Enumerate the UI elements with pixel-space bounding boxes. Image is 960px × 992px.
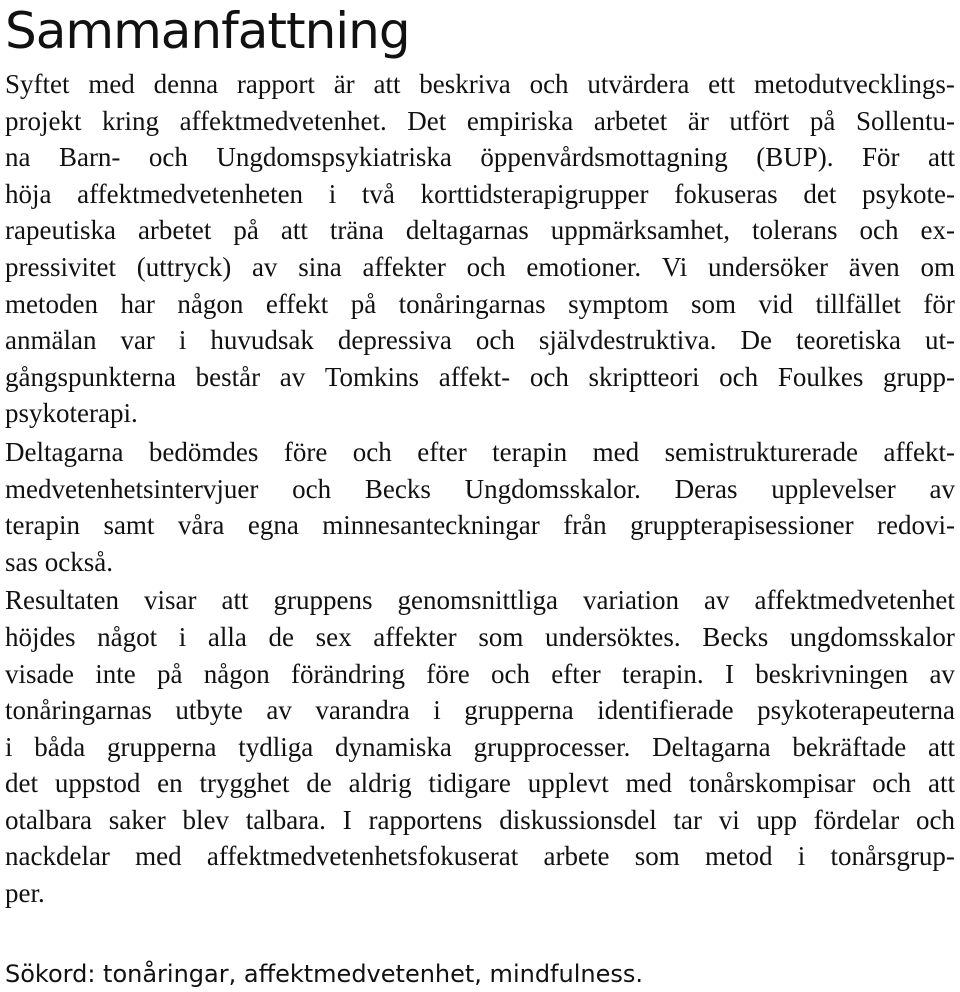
text-line: medvetenhetsintervjuer och Becks Ungdomsskalor. Deras upplevelser av [5, 473, 955, 504]
text-line: rapeutiska arbetet på att träna deltagarnas uppmärksamhet, tolerans och ex- [5, 215, 955, 246]
summary-body [5, 66, 955, 912]
text-line: na Barn- och Ungdomspsykiatriska öppenvårdsmottagning (BUP). För att [5, 142, 955, 173]
text-line: terapin samt våra egna minnesanteckningar från gruppterapisessioner redovi- [5, 510, 955, 541]
paragraph [5, 434, 955, 580]
page-title: Sammanfattning [5, 2, 410, 60]
text-line: gångspunkterna består av Tomkins affekt- och skriptteori och Foulkes grupp- [5, 361, 955, 392]
text-line: pressivitet (uttryck) av sina affekter och emotioner. Vi undersöker även om [5, 251, 955, 282]
text-line: tonåringarnas utbyte av varandra i grupperna identifierade psykoterapeuterna [5, 695, 955, 726]
paragraph [5, 582, 955, 911]
text-line: otalbara saker blev talbara. I rapportens diskussionsdel tar vi upp fördelar och [5, 804, 955, 835]
text-line: Resultaten visar att gruppens genomsnittliga variation av affektmedvetenhet [5, 585, 955, 616]
paragraph [5, 66, 955, 432]
text-line: höja affektmedvetenheten i två korttidsterapigrupper fokuseras det psykote- [5, 178, 955, 209]
text-line: sas också. [5, 546, 113, 577]
text-line: Syftet med denna rapport är att beskriva och utvärdera ett metodutvecklings- [5, 69, 955, 99]
document-page [5, 0, 955, 912]
text-line: visade inte på någon förändring före och efter terapin. I beskrivningen av [5, 658, 955, 689]
text-line: höjdes något i alla de sex affekter som undersöktes. Becks ungdomsskalor [5, 621, 955, 652]
text-line: i båda grupperna tydliga dynamiska grupprocesser. Deltagarna bekräftade att [5, 731, 955, 762]
keywords-line: Sökord: tonåringar, affektmedvetenhet, mindfulness. [5, 960, 643, 988]
text-line: psykoterapi. [5, 398, 138, 429]
text-line: Deltagarna bedömdes före och efter terapin med semistrukturerade affekt- [5, 436, 955, 467]
text-line: anmälan var i huvudsak depressiva och självdestruktiva. De teoretiska ut- [5, 325, 955, 356]
text-line: per. [5, 878, 45, 909]
text-line: nackdelar med affektmedvetenhetsfokuserat arbete som metod i tonårsgrup- [5, 841, 955, 872]
text-line: det uppstod en trygghet de aldrig tidigare upplevt med tonårskompisar och att [5, 768, 955, 799]
text-line: metoden har någon effekt på tonåringarnas symptom som vid tillfället för [5, 288, 955, 319]
text-line: projekt kring affektmedvetenhet. Det empiriska arbetet är utfört på Sollentu- [5, 105, 955, 136]
